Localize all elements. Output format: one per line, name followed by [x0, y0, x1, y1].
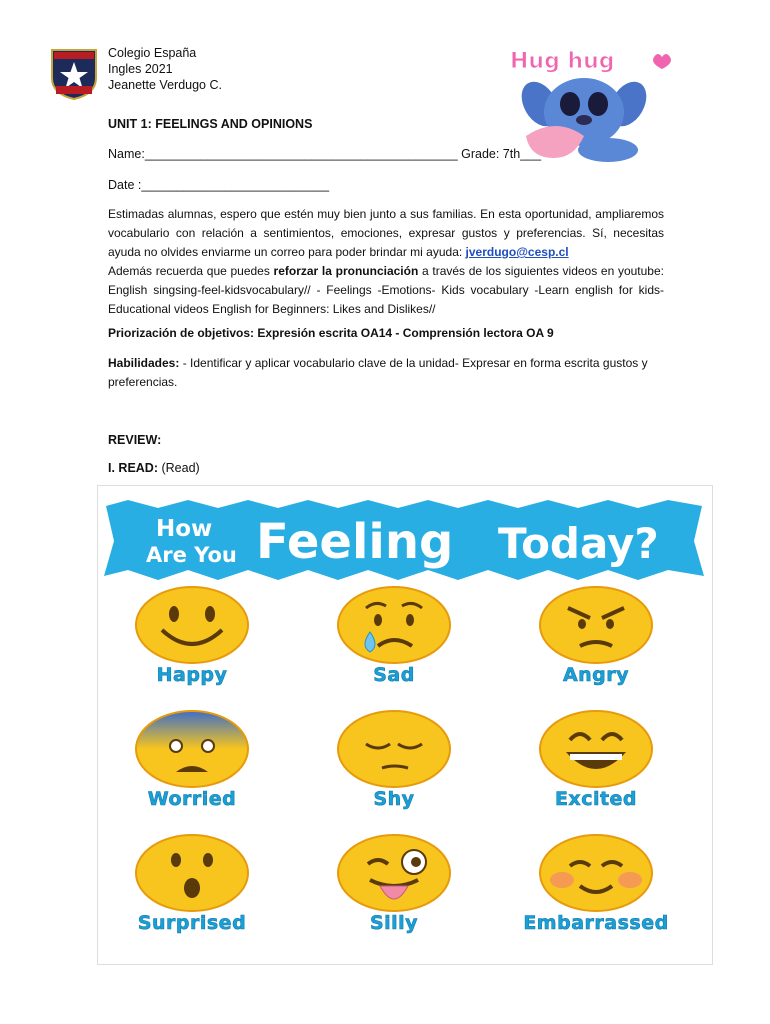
- label-shy: Shy: [373, 788, 415, 810]
- surprised-face-icon: [134, 834, 250, 912]
- read-hint: (Read): [158, 461, 200, 475]
- course-name: Ingles 2021: [108, 62, 173, 76]
- shy-face-icon: [336, 710, 452, 788]
- school-logo: [50, 48, 98, 100]
- happy-face-icon: [134, 586, 250, 664]
- intro-text-2: Además recuerda que puedes: [108, 264, 274, 278]
- label-surprised: Surprised: [137, 912, 247, 934]
- angry-face-icon: [538, 586, 654, 664]
- read-heading: [108, 461, 200, 475]
- date-line: Date :___________________________: [108, 178, 330, 192]
- banner-today: Today?: [498, 519, 659, 568]
- pronunciation-emphasis: reforzar la pronunciación: [273, 264, 419, 278]
- banner-are-you: Are You: [146, 543, 237, 567]
- label-embarrassed: Embarrassed: [523, 912, 669, 934]
- poster-banner: [98, 496, 710, 586]
- banner-how: How: [156, 516, 213, 542]
- skills-paragraph: [108, 354, 664, 392]
- label-silly: Silly: [369, 912, 419, 934]
- skills-label: Habilidades:: [108, 356, 180, 370]
- label-excited: Excited: [554, 788, 638, 810]
- intro-paragraph: [108, 205, 664, 319]
- banner-feeling: Feeling: [256, 514, 454, 570]
- silly-face-icon: [336, 834, 452, 912]
- review-heading: REVIEW:: [108, 433, 162, 447]
- school-name: Colegio España: [108, 46, 197, 60]
- videos-text: a través de los siguientes videos en youtube: English singsing-feel-kidsvocabulary// - Feelings -Emotions- Kids vocabulary -Learn english for kids- Educational videos English for Beginners: Likes and Dislikes//: [108, 264, 664, 316]
- sticker-text: Hug hug: [510, 49, 615, 74]
- name-grade-line: Name:_____________________________________________ Grade: 7th___: [108, 147, 542, 161]
- embarrassed-face-icon: [538, 834, 654, 912]
- email-link[interactable]: jverdugo@cesp.cl: [465, 245, 569, 259]
- sad-face-icon: [336, 586, 452, 664]
- label-sad: Sad: [373, 664, 415, 686]
- feelings-poster: [97, 485, 713, 965]
- worried-face-icon: [134, 710, 250, 788]
- objectives: Priorización de objetivos: Expresión escrita OA14 - Comprensión lectora OA 9: [108, 326, 554, 340]
- label-angry: Angry: [562, 664, 630, 686]
- stitch-sticker: [498, 42, 680, 164]
- label-worried: Worried: [147, 788, 237, 810]
- read-label: I. READ:: [108, 461, 158, 475]
- label-happy: Happy: [156, 664, 228, 686]
- intro-text: Estimadas alumnas, espero que estén muy bien junto a sus familias. En esta oportunidad, ampliaremos vocabulario con relación a sentimientos, emociones, expresar gustos y preferencias. Sí, necesitas ayuda no olvides enviarme un correo para poder brindar mi ayuda:: [108, 207, 664, 259]
- unit-title: UNIT 1: FEELINGS AND OPINIONS: [108, 117, 313, 131]
- teacher-name: Jeanette Verdugo C.: [108, 78, 222, 92]
- excited-face-icon: [538, 710, 654, 788]
- skills-text: - Identificar y aplicar vocabulario clave de la unidad- Expresar en forma escrita gustos y preferencias.: [108, 356, 648, 389]
